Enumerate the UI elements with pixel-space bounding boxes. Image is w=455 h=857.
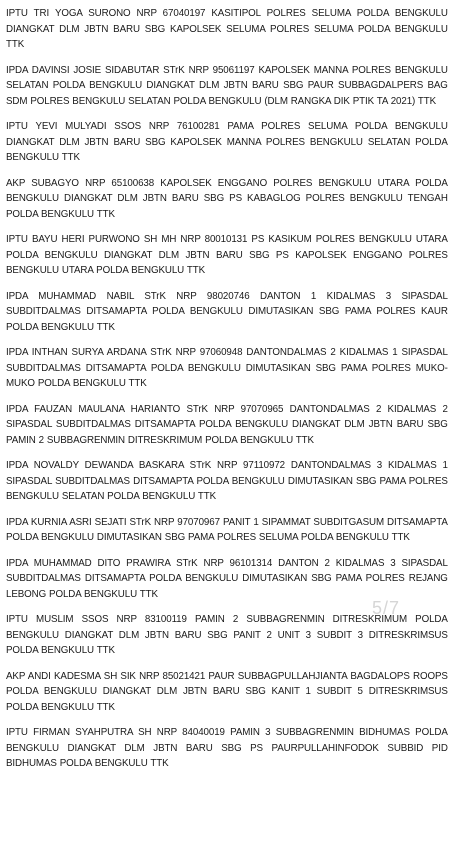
personnel-entry-1: IPTU TRI YOGA SURONO NRP 67040197 KASITIPOL POLRES SELUMA POLDA BENGKULU DIANGKAT DLM JBTN BARU SBG KAPOLSEK SELUMA POLRES SELUMA POLDA BENGKULU TTK [6, 8, 448, 50]
personnel-entry-8: IPDA FAUZAN MAULANA HARIANTO STrK NRP 97070965 DANTONDALMAS 2 KIDALMAS 2 SIPASDAL SUBDITDALMAS DITSAMAPTA POLDA BENGKULU DIANGKAT DLM JBTN BARU SBG PAMIN 2 SUBBAGRENMIN DITRESKRIMUM POLDA BENGKULU TTK [6, 403, 448, 446]
personnel-entry-5: IPTU BAYU HERI PURWONO SH MH NRP 80010131 PS KASIKUM POLRES BENGKULU UTARA POLDA BENGKULU DIANGKAT DLM JBTN BARU SBG PS KAPOLSEK ENGGANO POLRES BENGKULU UTARA POLDA BENGKULU TTK [6, 234, 448, 276]
personnel-entry-2: IPDA DAVINSI JOSIE SIDABUTAR STrK NRP 95061197 KAPOLSEK MANNA POLRES BENGKULU SELATAN POLDA BENGKULU DIANGKAT DLM JBTN BARU SBG PAUR SUBBAGDALPERS BAG SDM POLRES BENGKULU SELATAN POLDA BENGKULU (DLM RANGKA DIK PTIK TA 2021) TTK [6, 64, 448, 107]
personnel-entry-14: IPTU FIRMAN SYAHPUTRA SH NRP 84040019 PAMIN 3 SUBBAGRENMIN BIDHUMAS POLDA BENGKULU DIANGKAT DLM JBTN BARU SBG PS PAURPULLAHINFODOK SUBBID PID BIDHUMAS POLDA BENGKULU TTK [6, 727, 448, 769]
personnel-entry-4: AKP SUBAGYO NRP 65100638 KAPOLSEK ENGGANO POLRES BENGKULU UTARA POLDA BENGKULU DIANGKAT DLM JBTN BARU SBG PS KABAGLOG POLRES BENGKULU TENGAH POLDA BENGKULU TTK [6, 177, 448, 220]
personnel-entry-7: IPDA INTHAN SURYA ARDANA STrK NRP 97060948 DANTONDALMAS 2 KIDALMAS 1 SIPASDAL SUBDITDALMAS DITSAMAPTA POLDA BENGKULU DIMUTASIKAN SBG PAMA POLRES MUKO-MUKO POLDA BENGKULU TTK [6, 347, 448, 389]
document-body [6, 6, 448, 782]
personnel-entry-13: AKP ANDI KADESMA SH SIK NRP 85021421 PAUR SUBBAGPULLAHJIANTA BAGDALOPS ROOPS POLDA BENGKULU DIANGKAT DLM JBTN BARU SBG KANIT 1 SUBDIT 5 DITRESKRIMSUS POLDA BENGKULU TTK [6, 670, 448, 713]
personnel-entry-10: IPDA KURNIA ASRI SEJATI STrK NRP 97070967 PANIT 1 SIPAMMAT SUBDITGASUM DITSAMAPTA POLDA BENGKULU DIMUTASIKAN SBG PAMA POLRES SELUMA POLDA BENGKULU TTK [6, 516, 448, 543]
personnel-entry-9: IPDA NOVALDY DEWANDA BASKARA STrK NRP 97110972 DANTONDALMAS 3 KIDALMAS 1 SIPASDAL SUBDITDALMAS DITSAMAPTA POLDA BENGKULU DIMUTASIKAN SBG PAMA POLRES BENGKULU SELATAN POLDA BENGKULU TTK [6, 460, 448, 502]
page-indicator: 5/7 [372, 598, 401, 618]
personnel-entry-12: IPTU MUSLIM SSOS NRP 83100119 PAMIN 2 SUBBAGRENMIN DITRESKRIMUM POLDA BENGKULU DIANGKAT DLM JBTN BARU SBG PANIT 2 UNIT 3 SUBDIT 3 DITRESKRIMSUS POLDA BENGKULU TTK [6, 614, 448, 656]
personnel-entry-11: IPDA MUHAMMAD DITO PRAWIRA STrK NRP 96101314 DANTON 2 KIDALMAS 3 SIPASDAL SUBDITDALMAS DITSAMAPTA POLDA BENGKULU DIMUTASIKAN SBG PAMA POLRES REJANG LEBONG POLDA BENGKULU TTK [6, 557, 448, 600]
personnel-entry-3: IPTU YEVI MULYADI SSOS NRP 76100281 PAMA POLRES SELUMA POLDA BENGKULU DIANGKAT DLM JBTN BARU SBG KAPOLSEK MANNA POLRES BENGKULU SELATAN POLDA BENGKULU TTK [6, 121, 448, 163]
personnel-entry-6: IPDA MUHAMMAD NABIL STrK NRP 98020746 DANTON 1 KIDALMAS 3 SIPASDAL SUBDITDALMAS DITSAMAPTA POLDA BENGKULU DIMUTASIKAN SBG PAMA POLRES KAUR POLDA BENGKULU TTK [6, 290, 448, 333]
